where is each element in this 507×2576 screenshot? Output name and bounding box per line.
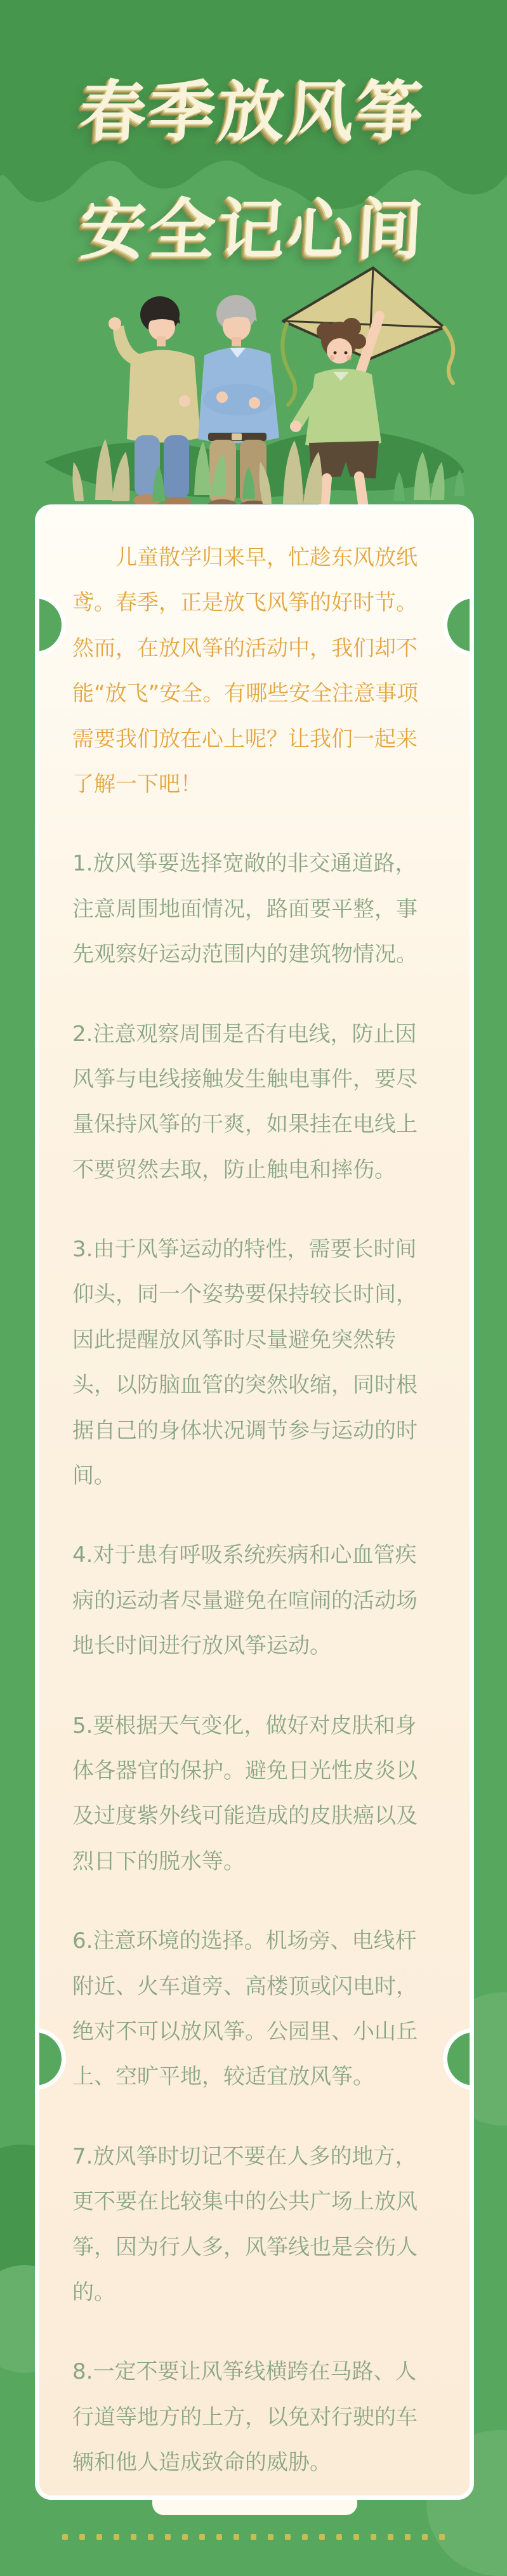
safety-item-4: 4.对于患有呼吸系统疾病和心血管疾病的运动者尽量避免在喧闹的活动场地长时间进行放风筝运动。 [72, 1542, 418, 1659]
footer-dot [216, 2534, 222, 2540]
poster-title-line1: 春季放风筝 [78, 73, 428, 150]
footer-dot [319, 2534, 325, 2540]
footer-dot [268, 2534, 273, 2540]
footer-dot [199, 2534, 205, 2540]
footer-dot [165, 2534, 171, 2540]
footer-dot [353, 2534, 359, 2540]
footer-dot [251, 2534, 256, 2540]
safety-item-5: 5.要根据天气变化，做好对皮肤和身体各器官的保护。避免日光性皮炎以及过度紫外线可能造成的皮肤癌以及烈日下的脱水等。 [72, 1712, 418, 1874]
footer-dot [79, 2534, 85, 2540]
footer-dot [234, 2534, 239, 2540]
coupon-notch [443, 2028, 474, 2090]
footer-dot [371, 2534, 376, 2540]
family-kite-illustration [0, 253, 507, 514]
safety-item-8: 8.一定不要让风筝线横跨在马路、人行道等地方的上方，以免对行驶的车辆和他人造成致命的威胁。 [72, 2359, 418, 2476]
safety-item-6: 6.注意环境的选择。机场旁、电线杆附近、火车道旁、高楼顶或闪电时，绝对不可以放风筝。公园里、小山丘上、空旷平地，较适宜放风筝。 [72, 1928, 418, 2090]
coupon-notch [443, 594, 474, 656]
footer-dot [148, 2534, 154, 2540]
coupon-notch [35, 594, 66, 656]
safety-item-7: 7.放风筝时切记不要在人多的地方，更不要在比较集中的公共广场上放风筝，因为行人多，风筝线也是会伤人的。 [72, 2143, 418, 2305]
footer-dot [182, 2534, 188, 2540]
footer-dot [302, 2534, 308, 2540]
footer-dot [131, 2534, 136, 2540]
footer-dotted-line [0, 2534, 507, 2540]
footer-dot [114, 2534, 119, 2540]
footer-dot [388, 2534, 393, 2540]
footer-dot [62, 2534, 68, 2540]
safety-item-2: 2.注意观察周围是否有电线，防止因风筝与电线接触发生触电事件，要尽量保持风筝的干爽，如果挂在电线上不要贸然去取，防止触电和摔伤。 [72, 1021, 418, 1183]
footer-dot [336, 2534, 342, 2540]
footer-dot [285, 2534, 291, 2540]
safety-item-1: 1.放风筝要选择宽敞的非交通道路，注意周围地面情况，路面要平整，事先观察好运动范围内的建筑物情况。 [72, 851, 418, 968]
content-card [35, 504, 474, 2500]
coupon-notch [35, 2028, 66, 2090]
footer-dot [439, 2534, 445, 2540]
footer-dot [96, 2534, 102, 2540]
footer-dot [422, 2534, 428, 2540]
safety-item-3: 3.由于风筝运动的特性，需要长时间仰头，同一个姿势要保持较长时间，因此提醒放风筝时尽量避免突然转头，以防脑血管的突然收缩，同时根据自己的身体状况调节参与运动的时间。 [72, 1237, 418, 1489]
poster-title-line2: 安全记心间 [78, 191, 428, 268]
footer-dot [405, 2534, 411, 2540]
intro-paragraph: 儿童散学归来早，忙趁东风放纸鸢。春季，正是放飞风筝的好时节。然而，在放风筝的活动中，我们却不能“放飞”安全。有哪些安全注意事项需要我们放在心上呢？让我们一起来了解一下吧！ [72, 545, 419, 797]
